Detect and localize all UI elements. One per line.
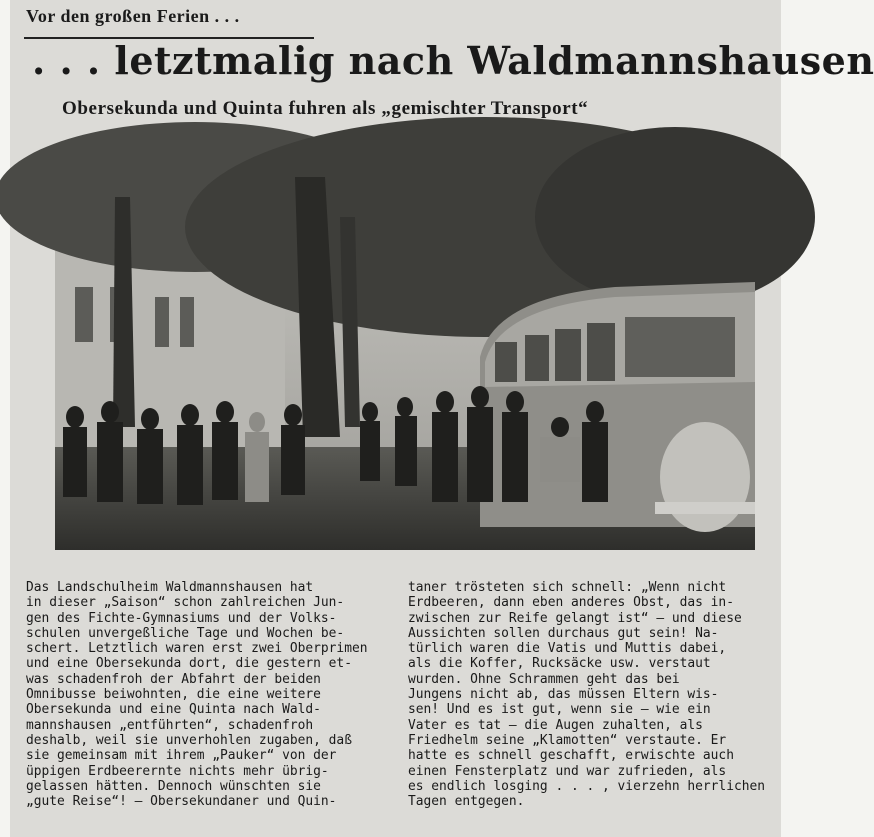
text-line: schert. Letztlich waren erst zwei Oberprimen <box>26 641 368 657</box>
text-line: sen! Und es ist gut, wenn sie — wie ein <box>408 702 711 718</box>
text-line: es endlich losging . . . , vierzehn herrlichen <box>408 778 765 794</box>
text-line: hatte es schnell geschafft, erwischte auch <box>408 748 734 764</box>
text-line: Tagen entgegen. <box>408 794 525 810</box>
text-line: und eine Obersekunda dort, die gestern et- <box>26 656 352 672</box>
photo-bus-schoolchildren-icon <box>55 157 755 550</box>
text-line: deshalb, weil sie unverhohlen zugaben, daß <box>26 732 352 748</box>
article-column-right <box>408 580 774 809</box>
text-line: wurden. Ohne Schrammen geht das bei <box>408 671 680 687</box>
text-line: türlich waren die Vatis und Muttis dabei, <box>408 641 727 657</box>
text-line: Vater es tat — die Augen zuhalten, als <box>408 717 703 733</box>
text-line: sie gemeinsam mit ihrem „Pauker“ von der <box>26 748 337 764</box>
text-line: taner trösteten sich schnell: „Wenn nicht <box>408 580 727 595</box>
kicker: Vor den großen Ferien . . . <box>26 6 240 26</box>
text-line: Das Landschulheim Waldmannshausen hat <box>26 580 314 595</box>
text-line: zwischen zur Reife gelangt ist“ — und diese <box>408 610 742 626</box>
headline: . . . letztmalig nach Waldmannshausen <box>32 38 874 83</box>
text-line: Friedhelm seine „Klamotten“ verstaute. Er <box>408 732 727 748</box>
text-line: Obersekunda und eine Quinta nach Wald- <box>26 702 321 718</box>
text-line: einen Fensterplatz und war zufrieden, als <box>408 763 727 779</box>
subhead: Obersekunda und Quinta fuhren als „gemischter Transport“ <box>62 98 589 119</box>
news-photo <box>55 157 755 550</box>
text-line: mannshausen „entführten“, schadenfroh <box>26 717 314 733</box>
text-line: in dieser „Saison“ schon zahlreichen Jun- <box>26 595 345 611</box>
text-line: Jungens nicht ab, das müssen Eltern wis- <box>408 687 719 703</box>
text-line: Aussichten sollen durchaus gut sein! Na- <box>408 625 719 641</box>
text-line: Omnibusse beiwohnten, die eine weitere <box>26 687 321 703</box>
text-line: „gute Reise“! — Obersekundaner und Quin- <box>26 794 337 810</box>
newspaper-clipping <box>10 0 874 837</box>
text-line: gelassen hätten. Dennoch wünschten sie <box>26 778 321 794</box>
text-line: üppigen Erdbeerernte nichts mehr übrig- <box>26 763 329 779</box>
article-column-left <box>26 580 378 809</box>
text-line: schulen unvergeßliche Tage und Wochen be- <box>26 625 345 641</box>
text-line: als die Koffer, Rucksäcke usw. verstaut <box>408 656 711 672</box>
text-line: was schadenfroh der Abfahrt der beiden <box>26 671 321 687</box>
text-line: Erdbeeren, dann eben anderes Obst, das in- <box>408 595 734 611</box>
text-line: gen des Fichte-Gymnasiums und der Volks- <box>26 610 337 626</box>
